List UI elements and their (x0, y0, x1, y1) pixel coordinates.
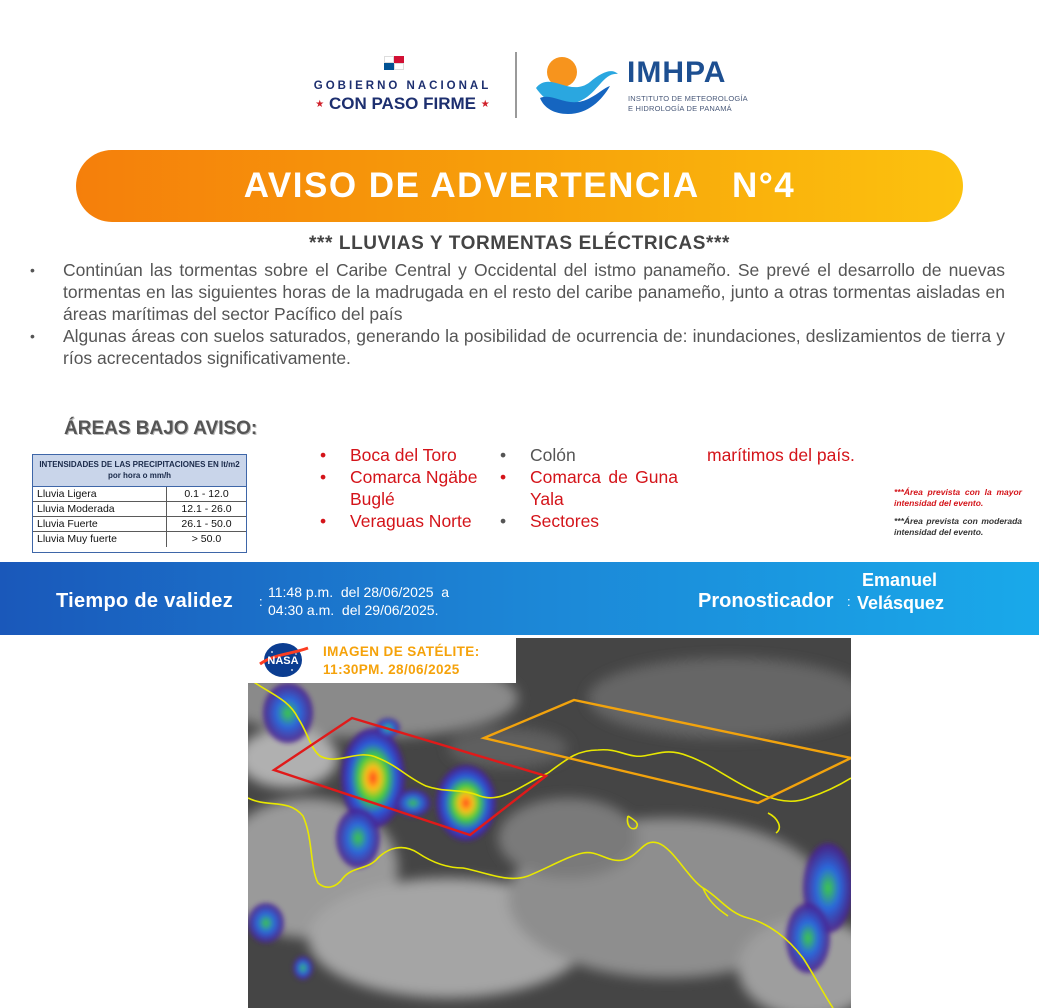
gov-line2: CON PASO FIRME (328, 94, 477, 113)
bullet-dot-icon: • (320, 511, 327, 531)
table-row (33, 517, 246, 532)
area-name: Sectores (530, 511, 600, 531)
logo-divider (515, 52, 517, 118)
bullet-text: Algunas áreas con suelos saturados, generando la posibilidad de ocurrencia de: inundaciones, deslizamientos de tierra y ríos acrecentados significativamente. (63, 326, 1005, 368)
list-item (320, 510, 510, 532)
forecaster-last-name: Velásquez (857, 593, 945, 613)
intensity-value: 0.1 - 12.0 (184, 488, 229, 500)
satellite-map (248, 638, 851, 1008)
satellite-image (248, 638, 851, 1008)
imhpa-subtitle-line2: E HIDROLOGÍA DE PANAMÁ (628, 104, 732, 113)
area-name: Comarca de Guna Yala (530, 467, 678, 509)
hazard-subtitle: *** LLUVIAS Y TORMENTAS ELÉCTRICAS*** (309, 233, 730, 254)
intensity-name: Lluvia Moderada (33, 502, 167, 516)
gov-line2-wrap (300, 94, 505, 114)
list-item (500, 466, 678, 510)
validity-colon: : (259, 594, 263, 609)
validity-label: Tiempo de validez (56, 590, 234, 612)
bullet-dot-icon: • (30, 262, 35, 278)
bullet-dot-icon: • (30, 328, 35, 344)
intensity-value: > 50.0 (191, 533, 222, 545)
star-icon: ★ (480, 99, 490, 111)
satellite-label-line2: 11:30PM. 28/06/2025 (323, 662, 460, 677)
area-name: Veraguas Norte (350, 511, 472, 531)
intensity-name: Lluvia Muy fuerte (33, 532, 167, 547)
list-item (500, 510, 678, 532)
description-bullets (30, 259, 1005, 369)
area-name: Colón (530, 445, 576, 465)
list-item (500, 444, 678, 466)
forecaster-first-name: Emanuel (862, 570, 938, 590)
satellite-label-line1: IMAGEN DE SATÉLITE: (323, 644, 480, 659)
government-logo (300, 56, 505, 116)
bullet-dot-icon: • (320, 445, 327, 465)
bullet-item (30, 259, 1005, 325)
imhpa-logo (532, 52, 752, 118)
areas-list-red (320, 444, 510, 532)
forecaster-colon: : (847, 594, 851, 609)
imhpa-sun-wave-icon (532, 52, 622, 118)
nasa-logo-icon (254, 642, 312, 678)
areas-maritime-text: marítimos del país. (707, 445, 855, 465)
list-item (320, 444, 510, 466)
validity-to: 04:30 a.m. del 29/06/2025. (268, 602, 439, 618)
intensity-table (32, 454, 247, 553)
areas-title: ÁREAS BAJO AVISO: (64, 418, 258, 439)
area-name: Boca del Toro (350, 445, 457, 465)
nasa-logo-text: NASA (267, 655, 299, 667)
area-name: Comarca Ngäbe Buglé (350, 467, 478, 509)
intensity-value: 26.1 - 50.0 (181, 518, 232, 530)
note-high-intensity: ***Área prevista con la mayor intensidad del evento. (894, 487, 1022, 508)
bullet-item (30, 325, 1005, 369)
table-row (33, 532, 246, 547)
intensity-table-header: INTENSIDADES DE LAS PRECIPITACIONES EN lt/m2 por hora o mm/h (33, 455, 246, 487)
intensity-name: Lluvia Ligera (33, 487, 167, 501)
note-moderate-intensity: ***Área prevista con moderada intensidad del evento. (894, 516, 1022, 537)
warning-title-banner (76, 150, 963, 222)
intensity-value: 12.1 - 26.0 (181, 503, 232, 515)
imhpa-title: IMHPA (627, 56, 727, 89)
bullet-dot-icon: • (500, 467, 507, 487)
panama-flag-icon (384, 56, 404, 70)
table-row (33, 502, 246, 517)
gov-line1: GOBIERNO NACIONAL (313, 80, 492, 92)
bullet-dot-icon: • (500, 445, 507, 465)
table-row (33, 487, 246, 502)
areas-list-mixed (500, 444, 678, 532)
imhpa-subtitle-line1: INSTITUTO DE METEOROLOGÍA (628, 94, 748, 103)
validity-from: 11:48 p.m. del 28/06/2025 a (268, 584, 450, 600)
bullet-dot-icon: • (320, 467, 327, 487)
bullet-text: Continúan las tormentas sobre el Caribe Central y Occidental del istmo panameño. Se prevé el desarrollo de nuevas tormentas en las siguientes horas de la madrugada en el resto del caribe panameño, junto a otras tormentas aisladas en áreas marítimas del sector Pacífico del país (63, 260, 1005, 324)
warning-title: AVISO DE ADVERTENCIA N°4 (243, 166, 796, 205)
bullet-dot-icon: • (500, 511, 507, 531)
list-item (320, 466, 510, 510)
star-icon: ★ (315, 99, 325, 111)
intensity-name: Lluvia Fuerte (33, 517, 167, 531)
forecaster-label: Pronosticador (698, 590, 834, 612)
validity-band (0, 562, 1039, 635)
